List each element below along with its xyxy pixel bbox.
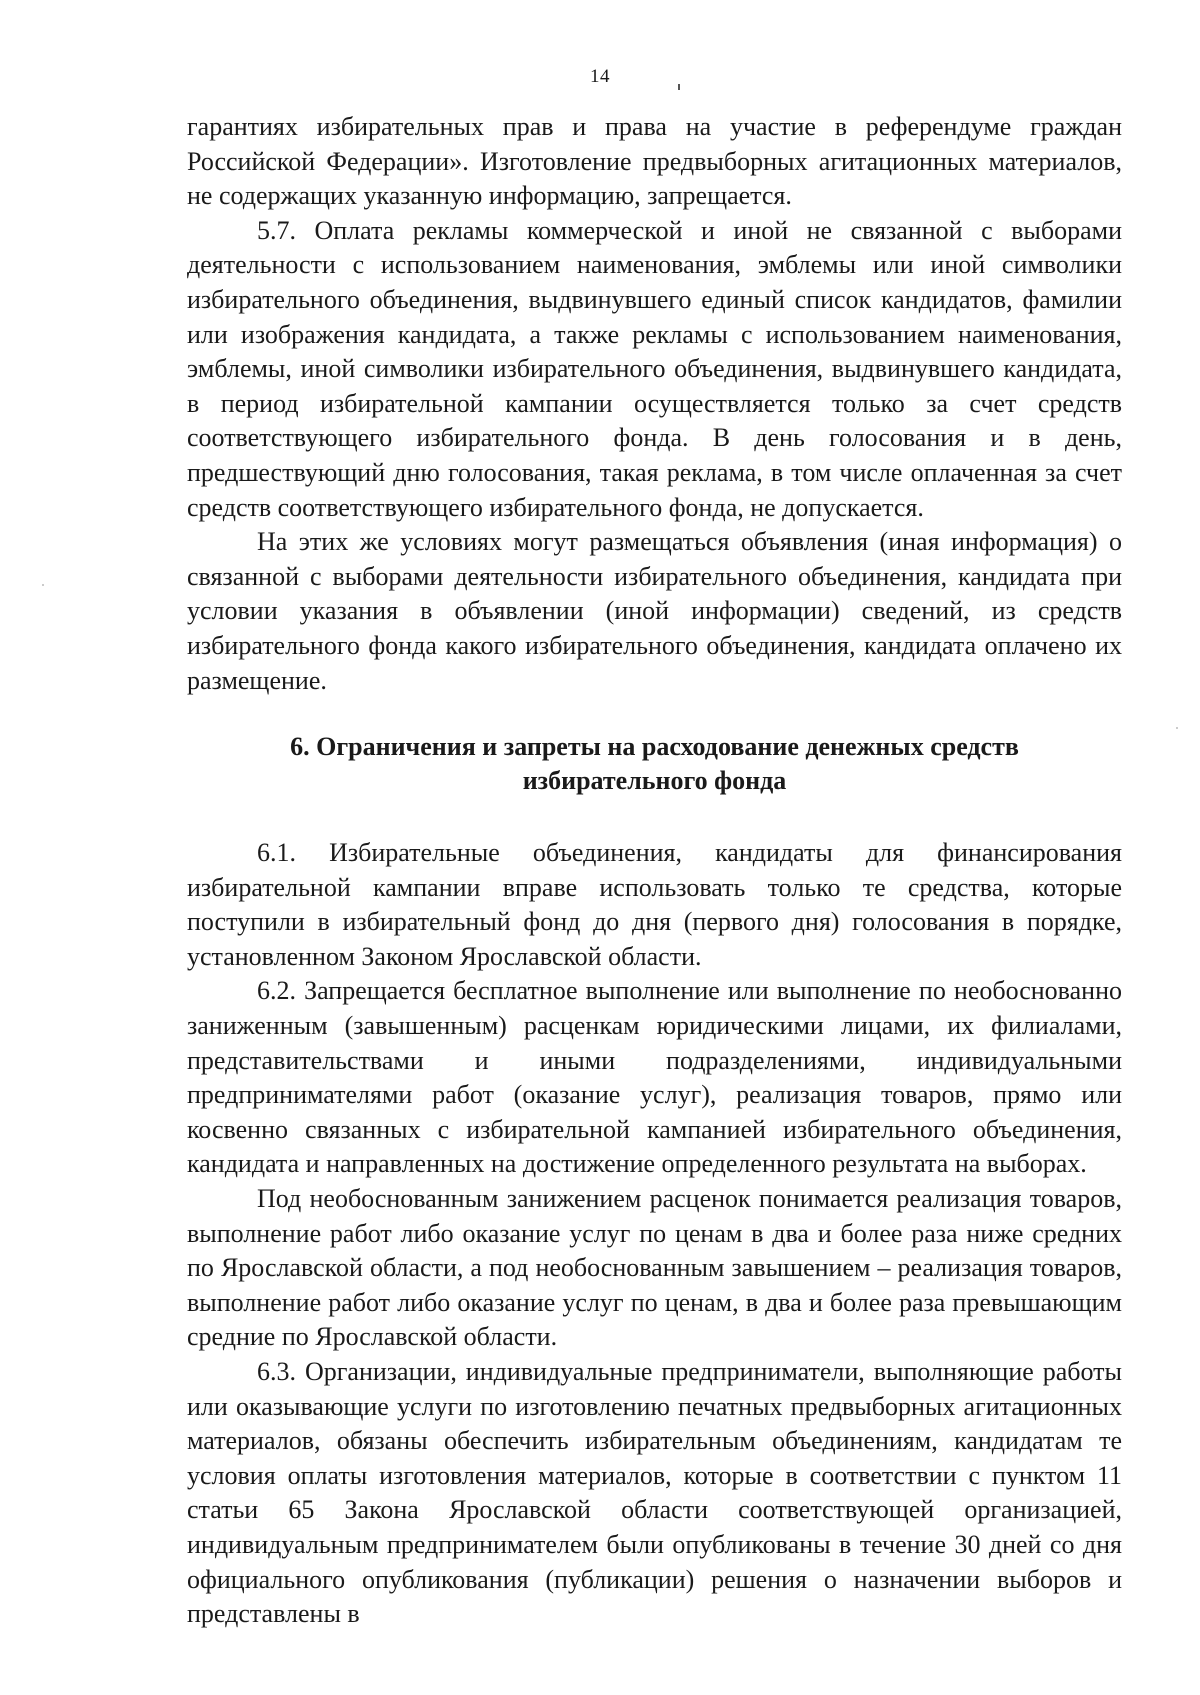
paragraph: гарантиях избирательных прав и права на участие в референдуме граждан Российской Федерации». Изготовление предвыборных агитационных материалов, не содержащих указанную информацию, запрещается. <box>187 112 1122 211</box>
document-body <box>187 110 1122 1632</box>
paragraph: 6.2. Запрещается бесплатное выполнение или выполнение по необоснованно заниженным (завышенным) расценкам юридическими лицами, их филиалами, представительствами и иными подразделениями, индивидуальными предпринимателями работ (оказание услуг), реализация товаров, прямо или косвенно связанных с избирательной кампанией избирательного объединения, кандидата и направленных на достижение определенного результата на выборах. <box>187 976 1122 1179</box>
section-heading <box>187 730 1122 798</box>
section-heading-line: 6. Ограничения и запреты на расходование денежных средств <box>290 732 1019 762</box>
scan-mark <box>678 84 680 90</box>
section-heading-line: избирательного фонда <box>522 766 787 796</box>
paragraph: Под необоснованным занижением расценок понимается реализация товаров, выполнение работ либо оказание услуг по ценам в два и более раза ниже средних по Ярославской области, а под необоснованным завышением – реализация товаров, выполнение работ либо оказание услуг по ценам, в два и более раза превышающим средние по Ярославской области. <box>187 1184 1122 1352</box>
paragraph: 6.1. Избирательные объединения, кандидаты для финансирования избирательной кампании вправе использовать только те средства, которые поступили в избирательный фонд до дня (первого дня) голосования в порядке, установленном Законом Ярославской области. <box>187 838 1122 971</box>
scan-speck <box>1176 727 1178 729</box>
paragraph: На этих же условиях могут размещаться объявления (иная информация) о связанной с выборами деятельности избирательного объединения, кандидата при условии указания в объявлении (иной информации) сведений, из средств избирательного фонда какого избирательного объединения, кандидата оплачено их размещение. <box>187 527 1122 695</box>
paragraph: 5.7. Оплата рекламы коммерческой и иной не связанной с выборами деятельности с использованием наименования, эмблемы или иной символики избирательного объединения, выдвинувшего единый список кандидатов, фамилии или изображения кандидата, а также рекламы с использованием наименования, эмблемы, иной символики избирательного объединения, выдвинувшего кандидата, в период избирательной кампании осуществляется только за счет средств соответствующего избирательного фонда. В день голосования и в день, предшествующий дню голосования, такая реклама, в том числе оплаченная за счет средств соответствующего избирательного фонда, не допускается. <box>187 215 1122 522</box>
paragraph: 6.3. Организации, индивидуальные предприниматели, выполняющие работы или оказывающие услуги по изготовлению печатных предвыборных агитационных материалов, обязаны обеспечить избирательным объединениям, кандидатам те условия оплаты изготовления материалов, которые в соответствии с пунктом 11 статьи 65 Закона Ярославской области соответствующей организацией, индивидуальным предпринимателем были опубликованы в течение 30 дней со дня официального опубликования (публикации) решения о назначении выборов и представлены в <box>187 1357 1122 1629</box>
scan-speck <box>42 584 44 586</box>
page-number: 14 <box>590 66 610 87</box>
